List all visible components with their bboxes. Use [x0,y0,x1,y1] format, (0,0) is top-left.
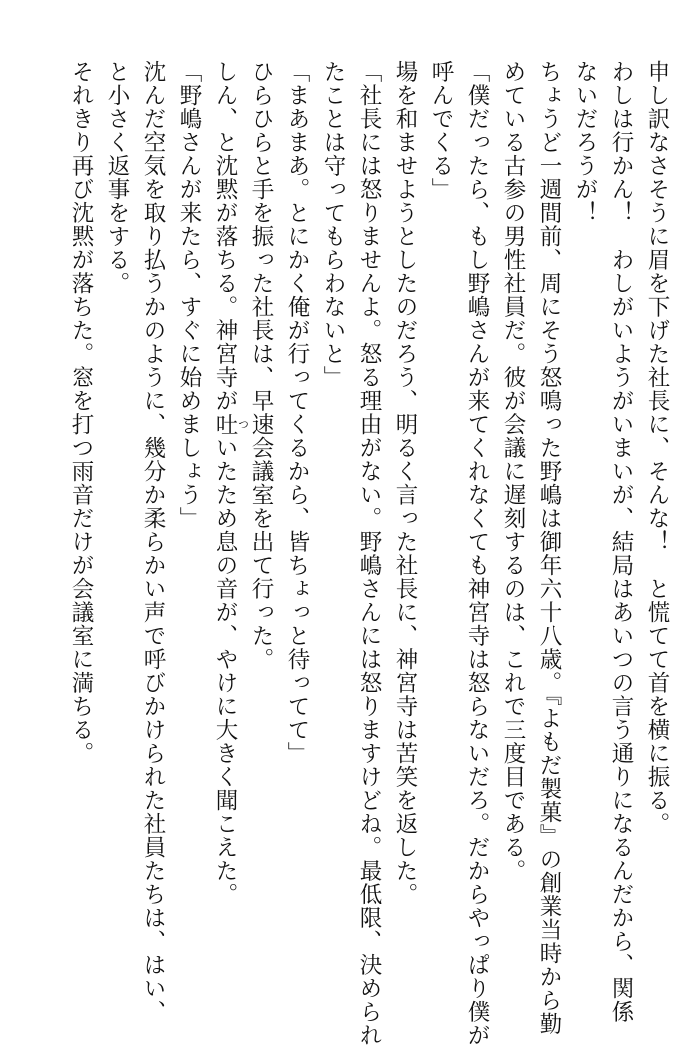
text-line-6: 「僕だったら、もし野嶋さんが来てくれなくても神宮寺は怒らないだろ。だからやっぱり僕が [464,60,490,1047]
text-line-7: 呼んでくる」 [428,60,454,201]
text-line-15: 沈んだ空気を取り払うかのように、幾分か柔らかい声で呼びかけられた社員たちは、はい、 [140,60,166,1024]
text-line-4: ちょうど一週間前、周にそう怒鳴った野嶋は御年六十八歳。『よもだ製菓』の創業当時から勤 [536,60,562,1036]
text-line-13: しん、と沈黙が落ちる。神宮寺が吐ついたため息の音が、やけに大きく聞こえた。 [212,60,250,906]
text-line-3: ないだろうが！ [572,60,598,225]
ruby-reading: つ [236,412,250,436]
text-line-9: 「社長には怒りませんよ。怒る理由がない。野嶋さんには怒りますけどね。最低限、決められ [356,60,382,1047]
text-line-5: めている古参の男性社員だ。彼が会議に遅刻するのは、これで三度目である。 [500,60,526,883]
text-line-11: 「まあまあ。とにかく俺が行ってくるから、皆ちょっと待ってて」 [284,60,310,765]
text-line-14: 「野嶋さんが来たら、すぐに始めましょう」 [176,60,202,530]
text-line-10: たことは守ってもらわないと」 [320,60,346,389]
text-line-12: ひらひらと手を振った社長は、早速会議室を出て行った。 [248,60,274,671]
ruby-annotation: 吐つ [212,412,250,436]
text-line-8: 場を和ませようとしたのだろう、明るく言った社長に、神宮寺は苦笑を返した。 [392,60,418,906]
text-line-17: それきり再び沈黙が落ちた。窓を打つ雨音だけが会議室に満ちる。 [68,60,94,765]
text-line-16: と小さく返事をする。 [104,60,130,295]
text-line-1: 申し訳なさそうに眉を下げた社長に、そんな！ と慌てて首を横に振る。 [644,60,670,836]
text-line-2: わしは行かん！ わしがいようがいまいが、結局はあいつの言う通りになるんだから、関係 [608,60,634,1024]
